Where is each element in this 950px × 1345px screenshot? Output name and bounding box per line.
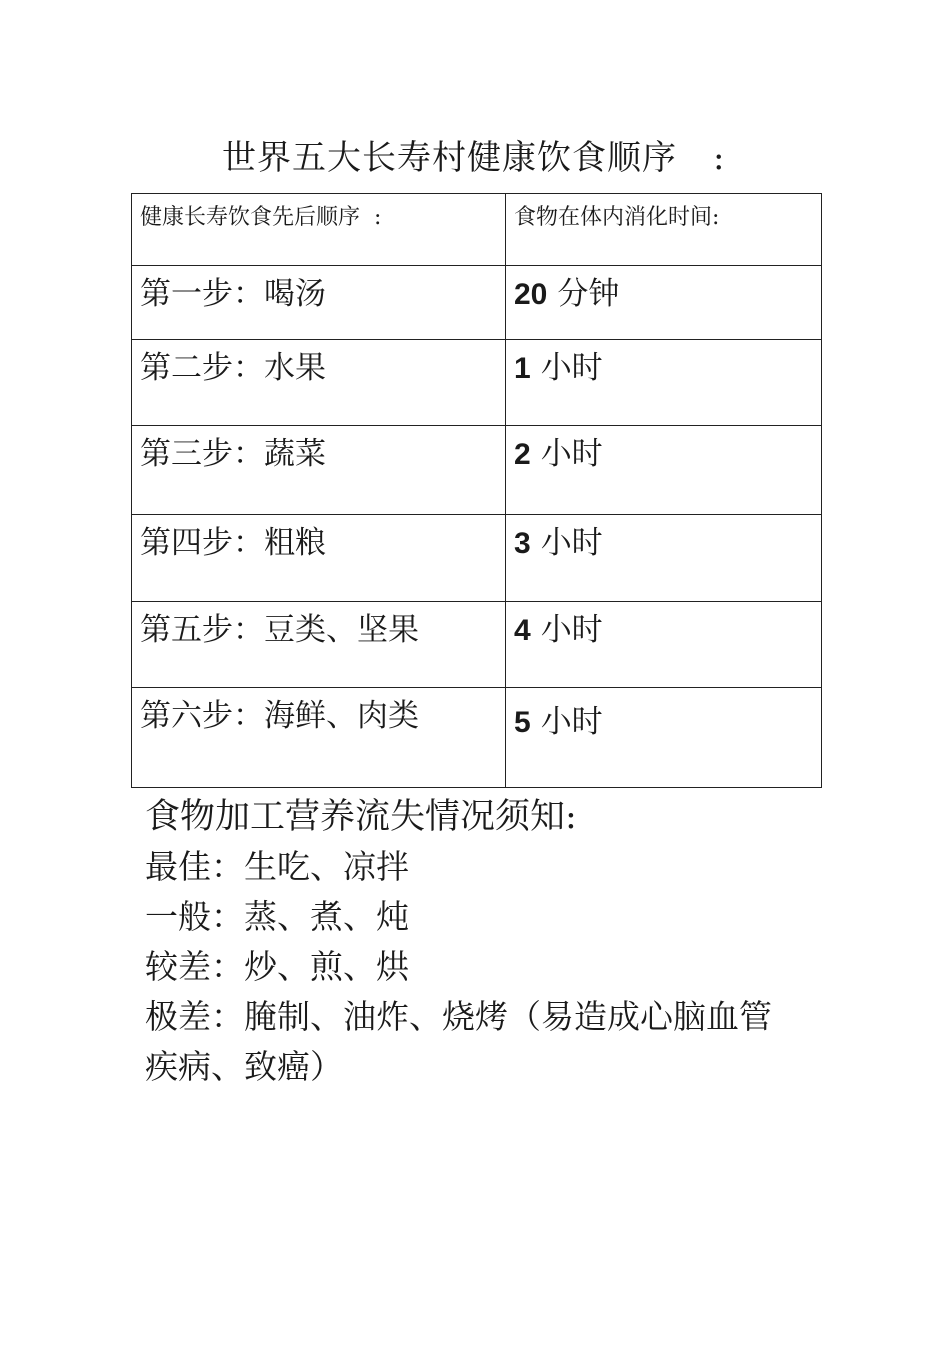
time-number: 20 <box>514 278 548 311</box>
time-cell <box>506 266 822 340</box>
time-cell <box>506 602 822 688</box>
step-cell <box>132 602 506 688</box>
header-cell-digestion <box>506 194 822 266</box>
table-row <box>132 266 822 340</box>
notes-heading: 食物加工营养流失情况须知: <box>145 797 577 837</box>
notes-line: 最佳：生吃、凉拌 <box>145 847 409 886</box>
time-number: 2 <box>514 438 531 471</box>
notes-line: 一般：蒸、煮、炖 <box>145 897 409 936</box>
time-number: 5 <box>514 706 531 739</box>
step-label: 第六步：海鲜、肉类 <box>140 698 419 734</box>
time-number: 1 <box>514 352 531 385</box>
time-number: 3 <box>514 527 531 560</box>
step-label: 第四步：粗粮 <box>140 525 326 561</box>
step-label: 第三步：蔬菜 <box>140 436 326 472</box>
time-cell <box>506 426 822 515</box>
header-cell-order <box>132 194 506 266</box>
table-row <box>132 688 822 788</box>
table-row <box>132 602 822 688</box>
time-unit: 小时 <box>540 612 603 648</box>
time-cell <box>506 340 822 426</box>
step-cell <box>132 515 506 602</box>
notes-line: 疾病、致癌） <box>145 1047 343 1086</box>
time-cell <box>506 515 822 602</box>
step-label: 第二步：水果 <box>140 350 326 386</box>
page-title <box>222 136 725 180</box>
step-label: 第一步：喝汤 <box>140 276 326 312</box>
page-title-colon: : <box>713 138 726 178</box>
step-label: 第五步：豆类、坚果 <box>140 612 419 648</box>
time-unit: 分钟 <box>557 276 620 312</box>
page-title-text: 世界五大长寿村健康饮食顺序 <box>222 138 677 178</box>
time-cell <box>506 688 822 788</box>
header-order-label: 健康长寿饮食先后顺序 <box>140 205 361 230</box>
step-cell <box>132 426 506 515</box>
time-unit: 小时 <box>540 436 603 472</box>
table-row <box>132 515 822 602</box>
time-unit: 小时 <box>540 525 603 561</box>
time-number: 4 <box>514 614 531 647</box>
table-header-row <box>132 194 822 266</box>
step-cell <box>132 688 506 788</box>
table-row <box>132 340 822 426</box>
diet-order-table <box>131 193 822 788</box>
step-cell <box>132 266 506 340</box>
notes-line: 极差：腌制、油炸、烧烤（易造成心脑血管 <box>145 997 772 1036</box>
header-digestion-label: 食物在体内消化时间: <box>514 205 720 230</box>
notes-line: 较差：炒、煎、烘 <box>145 947 409 986</box>
processing-notes <box>145 792 785 1092</box>
step-cell <box>132 340 506 426</box>
table-row <box>132 426 822 515</box>
time-unit: 小时 <box>540 350 603 386</box>
time-unit: 小时 <box>540 704 603 740</box>
header-order-colon: : <box>374 205 382 230</box>
